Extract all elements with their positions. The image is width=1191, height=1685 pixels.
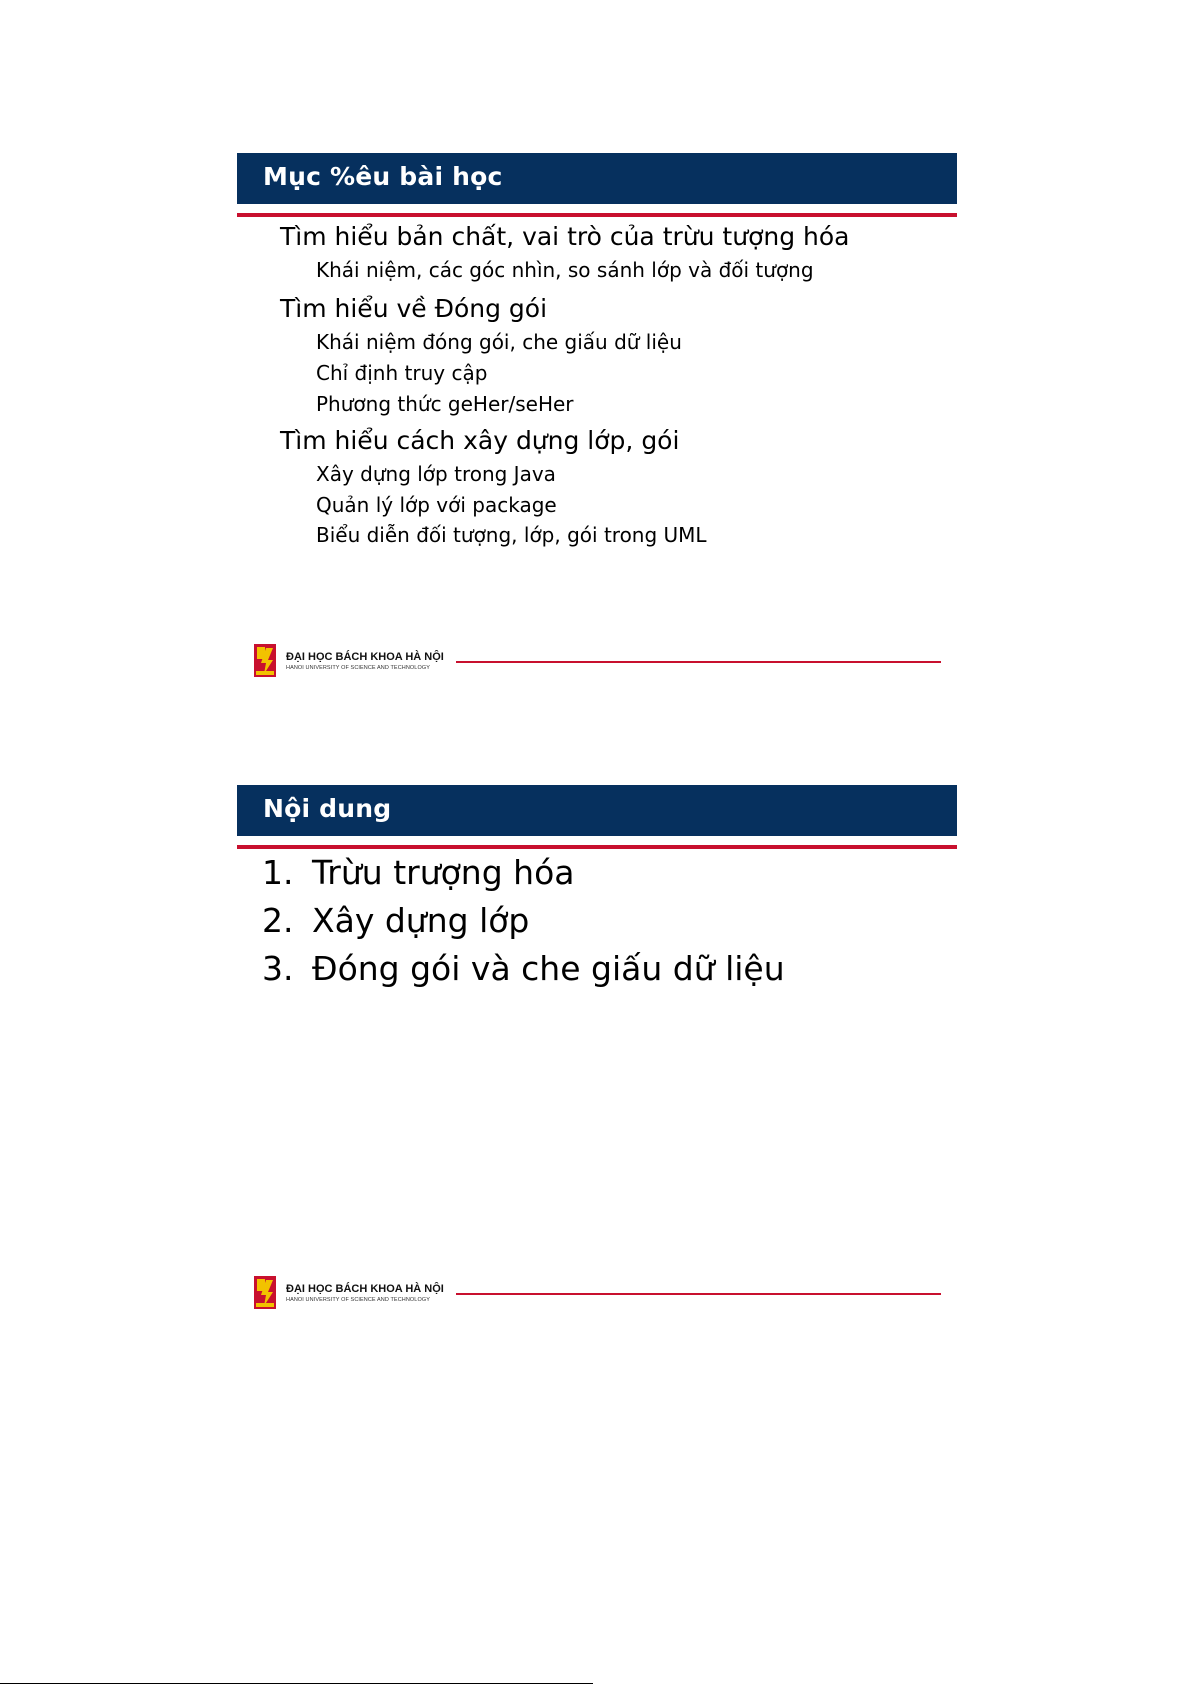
slide-footer [254, 1276, 954, 1312]
university-name-en: HANOI UNIVERSITY OF SCIENCE AND TECHNOLOGY [286, 665, 430, 671]
university-name: ĐẠI HỌC BÁCH KHOA HÀ NỘI [286, 1283, 444, 1295]
outline-subitem: Phương thức geHer/seHer [316, 392, 574, 416]
outline-item: Tìm hiểu cách xây dựng lớp, gói [280, 426, 680, 455]
slide-title: Nội dung [263, 794, 392, 823]
header-divider [237, 845, 957, 849]
slide-header-bar [237, 153, 957, 204]
numbered-item [262, 853, 575, 892]
outline-subitem: Khái niệm, các góc nhìn, so sánh lớp và đối tượng [316, 258, 814, 282]
item-label: Trừu trượng hóa [312, 853, 575, 892]
slide-title: Mục %êu bài học [263, 162, 503, 191]
slide-header-bar [237, 785, 957, 836]
outline-subitem: Chỉ định truy cập [316, 361, 488, 385]
slide-objectives [0, 0, 1191, 671]
slide-contents [0, 633, 1191, 1303]
item-number: 2. [262, 901, 294, 940]
page-bottom-rule [0, 1683, 593, 1684]
outline-item: Tìm hiểu bản chất, vai trò của trừu tượng hóa [280, 222, 850, 251]
outline-subitem: Xây dựng lớp trong Java [316, 462, 556, 486]
numbered-item [262, 949, 785, 988]
outline-item: Tìm hiểu về Đóng gói [280, 294, 548, 323]
item-number: 3. [262, 949, 294, 988]
item-label: Đóng gói và che giấu dữ liệu [312, 949, 785, 988]
university-logo-icon [254, 1276, 276, 1309]
outline-subitem: Khái niệm đóng gói, che giấu dữ liệu [316, 330, 682, 354]
outline-subitem: Quản lý lớp với package [316, 493, 557, 517]
university-name-en: HANOI UNIVERSITY OF SCIENCE AND TECHNOLOGY [286, 1297, 430, 1303]
item-label: Xây dựng lớp [312, 901, 530, 940]
item-number: 1. [262, 853, 294, 892]
footer-divider [456, 1293, 941, 1295]
numbered-item [262, 901, 529, 940]
university-name: ĐẠI HỌC BÁCH KHOA HÀ NỘI [286, 651, 444, 663]
outline-subitem: Biểu diễn đối tượng, lớp, gói trong UML [316, 523, 707, 547]
header-divider [237, 213, 957, 217]
